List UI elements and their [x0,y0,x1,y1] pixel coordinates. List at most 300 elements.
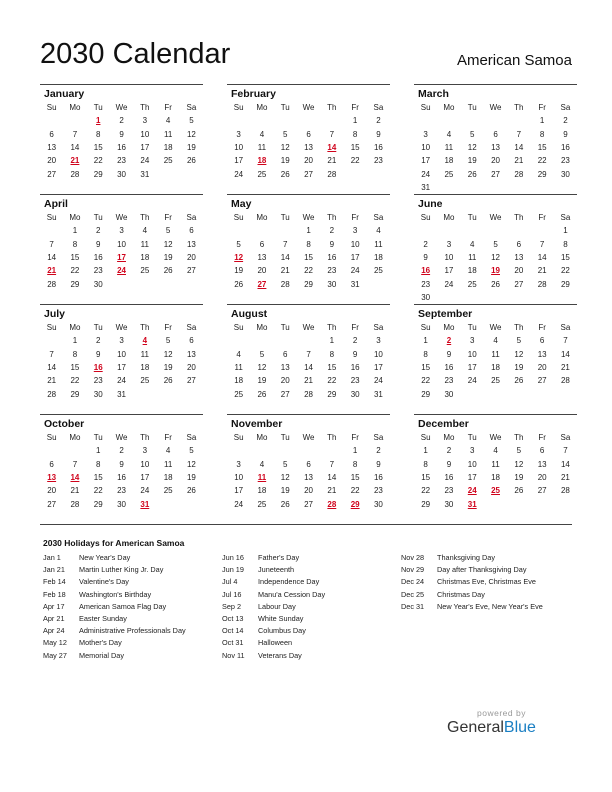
day-cell: 9 [423,252,428,262]
day-cell: 6 [189,336,194,346]
day-cell: 5 [283,459,288,469]
day-cell: 19 [163,252,173,262]
day-cell: 23 [444,486,454,496]
day-cell: 10 [117,239,126,249]
day-cell: 8 [96,129,101,139]
day-cell: 1 [539,116,545,126]
day-cell: 4 [376,226,381,236]
month-row [40,84,572,194]
holiday-date: Nov 11 [222,650,245,660]
day-cell: 17 [444,266,454,276]
holiday-name: Administrative Professionals Day [79,626,186,636]
day-cell: 14 [304,362,313,372]
holiday-name: White Sunday [258,613,304,623]
page-title: 2030 Calendar [40,38,231,70]
day-cell: 23 [117,156,126,166]
day-cell: 31 [350,279,360,289]
weekday-label: Th [514,103,524,112]
weekday-label: Mo [443,213,455,222]
day-cell: 11 [163,129,173,139]
day-cell: 12 [257,362,267,372]
weekday-label: Th [327,433,337,442]
day-cell: 27 [47,499,57,509]
day-cell: 20 [280,376,290,386]
holiday-day-cell: 25 [491,486,500,496]
day-cell: 20 [491,156,500,166]
day-cell: 26 [467,169,477,179]
day-cell: 9 [446,349,452,359]
day-cell: 8 [329,349,335,359]
day-cell: 24 [140,486,150,496]
day-cell: 25 [234,389,244,399]
day-cell: 8 [96,459,101,469]
day-cell: 25 [163,156,173,166]
weekday-label: We [115,323,128,332]
day-cell: 17 [350,252,360,262]
day-cell: 11 [491,459,500,469]
day-cell: 16 [373,142,383,152]
day-cell: 20 [514,266,524,276]
holiday-day-cell: 16 [93,362,103,372]
day-cell: 18 [140,252,150,262]
day-cell: 6 [493,129,498,139]
day-cell: 1 [96,446,101,456]
day-cell: 11 [163,459,173,469]
day-cell: 30 [93,389,103,399]
day-cell: 22 [327,376,337,386]
day-cell: 18 [491,362,500,372]
weekday-label: Su [233,213,244,222]
day-cell: 27 [304,169,313,179]
holiday-day-cell: 31 [467,499,477,509]
day-cell: 15 [93,472,103,482]
day-cell: 13 [491,142,500,152]
day-cell: 8 [423,459,428,469]
day-cell: 27 [280,389,290,399]
day-cell: 17 [467,362,477,372]
day-cell: 2 [329,226,335,236]
day-cell: 31 [140,169,150,179]
day-cell: 15 [70,362,80,372]
month-divider [227,414,390,415]
day-cell: 12 [514,459,524,469]
day-cell: 1 [352,116,358,126]
month-grid [40,84,572,524]
day-cell: 30 [327,279,337,289]
day-cell: 23 [444,376,454,386]
day-cell: 28 [47,279,57,289]
day-cell: 19 [186,472,196,482]
holiday-day-cell: 21 [47,266,57,276]
holidays-title: 2030 Holidays for American Samoa [43,538,185,548]
holiday-name: New Year's Eve, New Year's Eve [437,601,543,611]
holiday-name: Independence Day [258,577,320,587]
day-cell: 3 [376,336,381,346]
weekday-label: We [115,103,128,112]
day-cell: 26 [257,389,267,399]
day-cell: 9 [376,129,381,139]
day-cell: 13 [257,252,267,262]
day-cell: 21 [514,156,524,166]
holiday-date: Jun 19 [222,565,244,575]
day-cell: 22 [70,376,80,386]
day-cell: 15 [304,252,313,262]
day-cell: 17 [117,362,126,372]
weekday-label: Tu [467,433,477,442]
weekday-label: Sa [373,103,384,112]
day-cell: 7 [306,349,311,359]
day-cell: 25 [140,376,150,386]
weekday-label: Su [46,213,57,222]
day-cell: 31 [373,389,383,399]
weekday-label: We [489,433,502,442]
weekday-label: Fr [164,323,172,332]
day-cell: 2 [96,336,101,346]
day-cell: 13 [304,142,313,152]
weekday-label: Tu [93,103,103,112]
holiday-day-cell: 24 [117,266,126,276]
generalblue-logo[interactable] [447,719,536,737]
day-cell: 12 [163,239,173,249]
day-cell: 8 [306,239,311,249]
day-cell: 6 [259,239,265,249]
day-cell: 23 [350,376,360,386]
day-cell: 16 [560,142,570,152]
weekday-label: Tu [467,323,477,332]
holiday-day-cell: 4 [142,336,148,346]
day-cell: 30 [117,499,126,509]
day-cell: 26 [280,499,290,509]
month-divider [227,194,390,195]
month-name: March [418,88,449,100]
holiday-name: Juneteenth [258,565,295,575]
day-cell: 24 [117,376,126,386]
day-cell: 2 [423,239,428,249]
day-cell: 8 [352,459,358,469]
weekday-label: Sa [373,323,384,332]
weekday-label: Th [140,103,150,112]
day-cell: 10 [444,252,454,262]
day-cell: 30 [444,499,454,509]
day-cell: 15 [560,252,570,262]
month-name: November [231,418,283,430]
day-cell: 7 [49,239,54,249]
day-cell: 28 [280,279,290,289]
day-cell: 3 [236,129,241,139]
holiday-day-cell: 17 [117,252,126,262]
day-cell: 21 [70,486,80,496]
day-cell: 9 [119,129,124,139]
day-cell: 2 [376,446,381,456]
day-cell: 12 [163,349,173,359]
month-divider [227,84,390,85]
day-cell: 7 [563,336,568,346]
day-cell: 2 [563,116,568,126]
weekday-label: Th [514,323,524,332]
holiday-name: Veterans Day [258,650,302,660]
holiday-name: Christmas Day [437,589,485,599]
weekday-label: Tu [467,213,477,222]
day-cell: 15 [350,142,360,152]
day-cell: 14 [70,142,80,152]
day-cell: 9 [329,239,335,249]
day-cell: 25 [257,499,267,509]
day-cell: 18 [444,156,454,166]
weekday-label: We [115,433,128,442]
day-cell: 22 [350,486,360,496]
weekday-label: Sa [186,433,197,442]
day-cell: 15 [537,142,547,152]
weekday-label: Mo [443,433,455,442]
weekday-label: Fr [538,323,546,332]
day-cell: 29 [327,389,337,399]
day-cell: 17 [421,156,431,166]
holiday-date: Apr 24 [43,626,65,636]
weekday-label: Th [140,213,150,222]
holiday-day-cell: 18 [257,156,267,166]
day-cell: 21 [47,376,57,386]
day-cell: 28 [70,499,80,509]
day-cell: 23 [421,279,431,289]
weekday-label: Fr [351,103,359,112]
holiday-name: Columbus Day [258,626,306,636]
day-cell: 15 [350,472,360,482]
day-cell: 9 [352,349,358,359]
day-cell: 14 [47,252,57,262]
day-cell: 22 [421,376,431,386]
day-cell: 12 [514,349,524,359]
month-divider [40,84,203,85]
holiday-name: Valentine's Day [79,577,129,587]
weekday-label: Tu [280,103,290,112]
month-row [40,304,572,414]
day-cell: 26 [280,169,290,179]
day-cell: 16 [444,472,454,482]
day-cell: 25 [444,169,454,179]
day-cell: 5 [189,446,194,456]
day-cell: 8 [539,129,545,139]
powered-by-text: powered by [477,708,526,718]
day-cell: 19 [257,376,267,386]
day-cell: 7 [49,349,54,359]
day-cell: 11 [491,349,500,359]
day-cell: 5 [259,349,265,359]
day-cell: 2 [119,116,124,126]
weekday-label: Fr [164,103,172,112]
month-divider [414,414,577,415]
day-cell: 24 [350,266,360,276]
day-cell: 13 [304,472,313,482]
weekday-label: Tu [93,433,103,442]
day-cell: 20 [47,486,57,496]
day-cell: 7 [72,129,78,139]
day-cell: 7 [329,459,335,469]
day-cell: 24 [444,279,454,289]
day-cell: 16 [93,252,103,262]
holiday-day-cell: 31 [140,499,150,509]
holiday-date: Oct 14 [222,626,244,636]
day-cell: 14 [560,349,570,359]
weekday-label: Sa [560,323,571,332]
day-cell: 11 [234,362,243,372]
day-cell: 24 [234,499,244,509]
day-cell: 10 [467,459,477,469]
holiday-day-cell: 21 [70,156,80,166]
day-cell: 3 [142,116,148,126]
day-cell: 17 [140,472,150,482]
weekday-label: Mo [256,323,268,332]
day-cell: 2 [446,446,452,456]
holiday-day-cell: 24 [467,486,477,496]
weekday-label: Su [233,103,244,112]
day-cell: 28 [560,486,570,496]
day-cell: 9 [96,349,101,359]
weekday-label: Th [140,433,150,442]
day-cell: 5 [165,336,171,346]
day-cell: 27 [537,486,547,496]
day-cell: 10 [117,349,126,359]
day-cell: 22 [560,266,570,276]
day-cell: 7 [283,239,288,249]
day-cell: 3 [446,239,452,249]
day-cell: 29 [560,279,570,289]
day-cell: 13 [537,349,547,359]
day-cell: 31 [117,389,126,399]
day-cell: 9 [563,129,568,139]
day-cell: 28 [304,389,313,399]
weekday-label: We [302,213,315,222]
day-cell: 16 [327,252,337,262]
day-cell: 29 [93,499,103,509]
day-cell: 22 [70,266,80,276]
day-cell: 14 [327,472,337,482]
holiday-name: Martin Luther King Jr. Day [79,565,164,575]
day-cell: 26 [186,486,196,496]
day-cell: 22 [537,156,547,166]
day-cell: 19 [514,472,524,482]
day-cell: 21 [327,486,337,496]
day-cell: 30 [560,169,570,179]
holiday-date: Apr 21 [43,613,65,623]
day-cell: 26 [163,376,173,386]
day-cell: 7 [329,129,335,139]
day-cell: 26 [514,376,524,386]
holiday-date: Dec 31 [401,601,425,611]
day-cell: 19 [163,362,173,372]
day-cell: 23 [373,156,383,166]
day-cell: 4 [446,129,452,139]
day-cell: 6 [49,129,54,139]
weekday-label: We [302,433,315,442]
day-cell: 25 [467,279,477,289]
day-cell: 14 [47,362,57,372]
day-cell: 15 [421,472,431,482]
day-cell: 30 [350,389,360,399]
day-cell: 26 [234,279,244,289]
day-cell: 9 [446,459,452,469]
weekday-label: Sa [373,433,384,442]
day-cell: 25 [163,486,173,496]
day-cell: 14 [514,142,524,152]
weekday-label: Mo [69,433,81,442]
holiday-day-cell: 14 [70,472,80,482]
day-cell: 29 [537,169,547,179]
weekday-label: Sa [373,213,384,222]
weekday-label: Th [140,323,150,332]
weekday-label: Tu [467,103,477,112]
day-cell: 11 [444,142,454,152]
day-cell: 4 [493,446,498,456]
day-cell: 23 [327,266,337,276]
day-cell: 30 [93,279,103,289]
day-cell: 9 [119,459,124,469]
weekday-label: Su [46,433,57,442]
day-cell: 28 [560,376,570,386]
weekday-label: Th [327,103,337,112]
day-cell: 26 [186,156,196,166]
day-cell: 20 [47,156,57,166]
day-cell: 12 [186,129,196,139]
day-cell: 3 [470,336,475,346]
day-cell: 25 [257,169,267,179]
day-cell: 22 [421,486,431,496]
day-cell: 3 [142,446,148,456]
day-cell: 12 [186,459,196,469]
day-cell: 4 [165,116,171,126]
day-cell: 7 [516,129,522,139]
day-cell: 26 [163,266,173,276]
weekday-label: Fr [351,433,359,442]
day-cell: 6 [516,239,522,249]
day-cell: 20 [304,156,313,166]
month-name: December [418,418,469,430]
day-cell: 23 [93,266,103,276]
day-cell: 16 [373,472,383,482]
day-cell: 14 [537,252,547,262]
day-cell: 30 [444,389,454,399]
day-cell: 21 [560,472,570,482]
divider [40,524,572,525]
day-cell: 6 [306,129,311,139]
holiday-date: Jan 1 [43,553,61,562]
holiday-day-cell: 27 [257,279,267,289]
holiday-day-cell: 28 [327,499,337,509]
holiday-name: Christmas Eve, Christmas Eve [437,577,536,587]
day-cell: 4 [236,349,241,359]
month-name: May [231,198,252,210]
day-cell: 8 [563,239,568,249]
weekday-label: Th [327,213,337,222]
day-cell: 23 [117,486,126,496]
day-cell: 12 [491,252,500,262]
day-cell: 3 [119,336,124,346]
month-name: January [44,88,85,100]
day-cell: 17 [373,362,383,372]
day-cell: 13 [186,349,196,359]
weekday-label: Fr [164,433,172,442]
day-cell: 20 [186,252,196,262]
day-cell: 19 [234,266,244,276]
day-cell: 10 [234,472,244,482]
day-cell: 11 [468,252,477,262]
day-cell: 18 [373,252,383,262]
weekday-label: We [115,213,128,222]
day-cell: 27 [186,266,196,276]
holiday-name: Labour Day [258,601,296,611]
month-row [40,194,572,304]
weekday-label: Fr [538,213,546,222]
day-cell: 6 [49,459,54,469]
